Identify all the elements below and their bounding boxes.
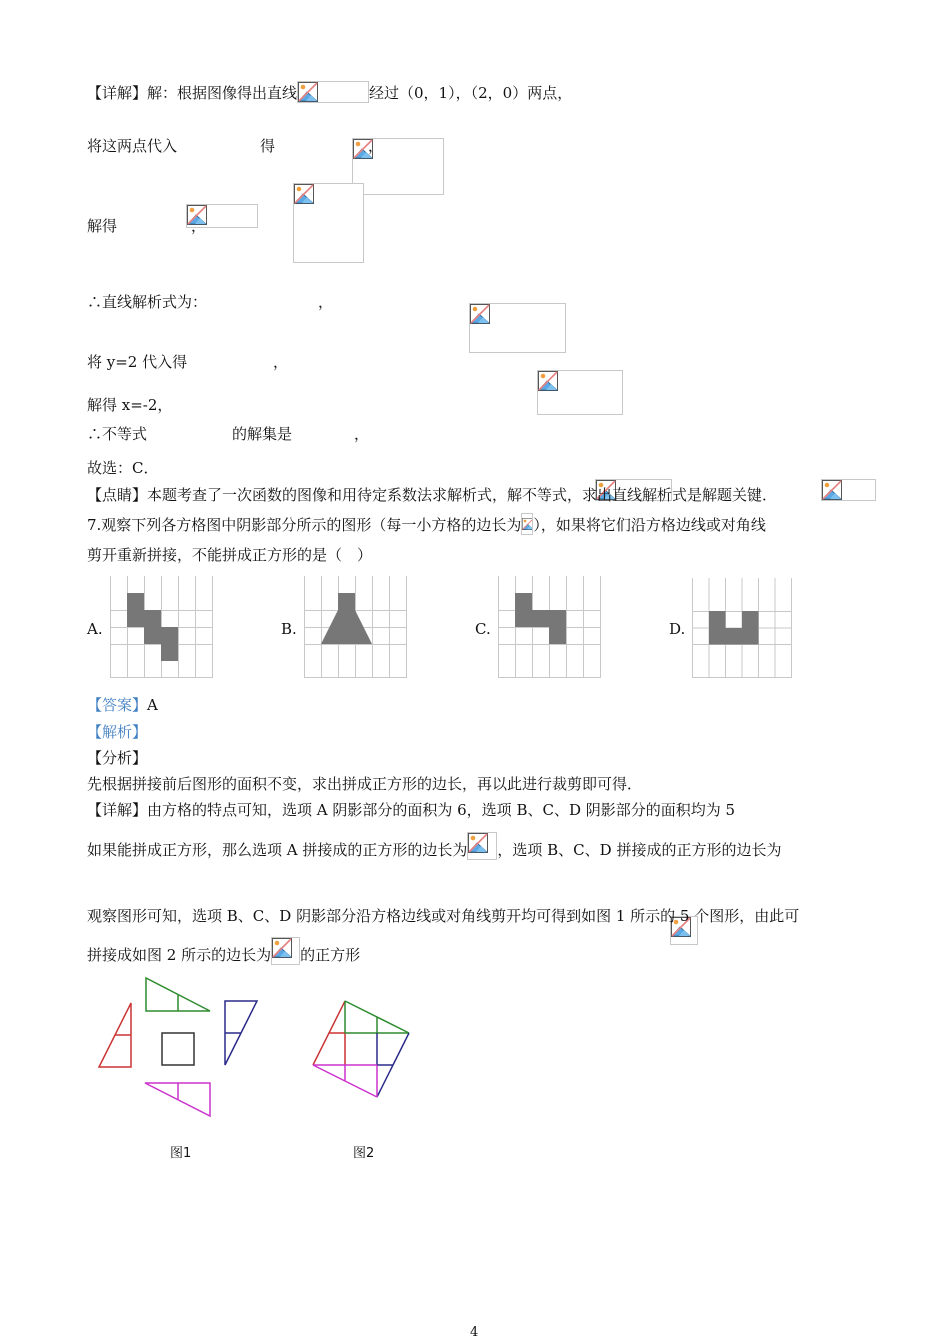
fenxi-label: 【分析】 (87, 749, 148, 767)
stem-text: ），如果将它们沿方格边线或对角线 (533, 516, 766, 534)
broken-image-icon (271, 937, 300, 965)
detail-line-2-q7 (87, 832, 781, 860)
broken-image-icon (467, 832, 497, 860)
option-c-grid (498, 576, 601, 678)
line-expression-text: ∴直线解析式为： (87, 293, 208, 311)
solve-text: 解得 (87, 217, 118, 235)
solution-set-text: 的解集是 (232, 425, 293, 443)
answer-label: 【答案】 (87, 696, 148, 714)
option-b-grid (304, 576, 407, 678)
broken-image-icon (297, 81, 369, 103)
broken-image-icon (469, 303, 566, 353)
comma: ， (354, 425, 370, 443)
detail-line-1 (87, 81, 572, 103)
answer-line (87, 694, 158, 715)
figure-2 (300, 990, 420, 1110)
detail-text: 的正方形 (300, 946, 361, 964)
option-d-grid (692, 578, 792, 678)
broken-image-icon (352, 138, 444, 195)
comma: ， (191, 217, 207, 235)
comma: ， (318, 293, 334, 311)
substitute-text: 将这两点代入 (87, 137, 178, 155)
broken-image-icon (293, 183, 364, 263)
answer-value: A (147, 696, 158, 714)
option-c-label: C. (475, 620, 491, 638)
broken-image-icon (521, 513, 533, 535)
figure-2-caption: 图2 (353, 1146, 375, 1161)
comma: ， (273, 353, 289, 371)
fenxi-text: 先根据拼接前后图形的面积不变，求出拼成正方形的边长，再以此进行裁剪即可得． (87, 775, 643, 793)
broken-image-icon (821, 479, 876, 501)
detail-text: 拼接成如图 2 所示的边长为 (87, 946, 272, 964)
substitute-y2-text: 将 y=2 代入得 (87, 353, 188, 371)
figure-1 (90, 970, 270, 1125)
x-solution-text: 解得 x=-2， (87, 396, 173, 414)
detail-text: 【详解】解：根据图像得出直线 (87, 84, 298, 102)
comment-text: 【点睛】本题考查了一次函数的图像和用待定系数法求解析式，解不等式，求出直线解析式是解题关键． (87, 486, 778, 504)
comma: ， (368, 137, 384, 155)
substitute-mid-text: 得 (260, 137, 276, 155)
q7-stem-line-1 (87, 513, 766, 535)
page-number: 4 (470, 1325, 479, 1340)
analysis-label: 【解析】 (87, 723, 148, 741)
inequality-text: ∴不等式 (87, 425, 148, 443)
black-square (162, 1033, 194, 1065)
q7-stem-line-2: 剪开重新拼接，不能拼成正方形的是（ ） (87, 546, 373, 564)
option-d-label: D. (669, 620, 686, 638)
figure-1-caption: 图1 (170, 1146, 192, 1161)
stem-text: 7.观察下列各方格图中阴影部分所示的图形（每一小方格的边长为 (87, 516, 522, 534)
detail-text: 如果能拼成正方形，那么选项 A 拼接成的正方形的边长为 (87, 841, 468, 859)
option-a-grid (110, 576, 213, 678)
option-a-label: A. (87, 620, 103, 638)
option-b-label: B. (281, 620, 297, 638)
detail-line-4-q7: 观察图形可知，选项 B、C、D 阴影部分沿方格边线或对角线剪开均可得到如图 1 所示的 5 个图形，由此可 (87, 907, 800, 925)
broken-image-icon (537, 370, 623, 415)
detail-line-1-q7: 【详解】由方格的特点可知，选项 A 阴影部分的面积为 6，选项 B、C、D 阴影部分的面积均为 5 (87, 801, 736, 819)
detail-line-5-q7 (87, 937, 360, 965)
detail-text: ，选项 B、C、D 拼接成的正方形的边长为 (497, 841, 782, 859)
detail-text: 经过（0，1），（2，0）两点， (369, 84, 573, 102)
choice-text: 故选：C． (87, 459, 159, 477)
